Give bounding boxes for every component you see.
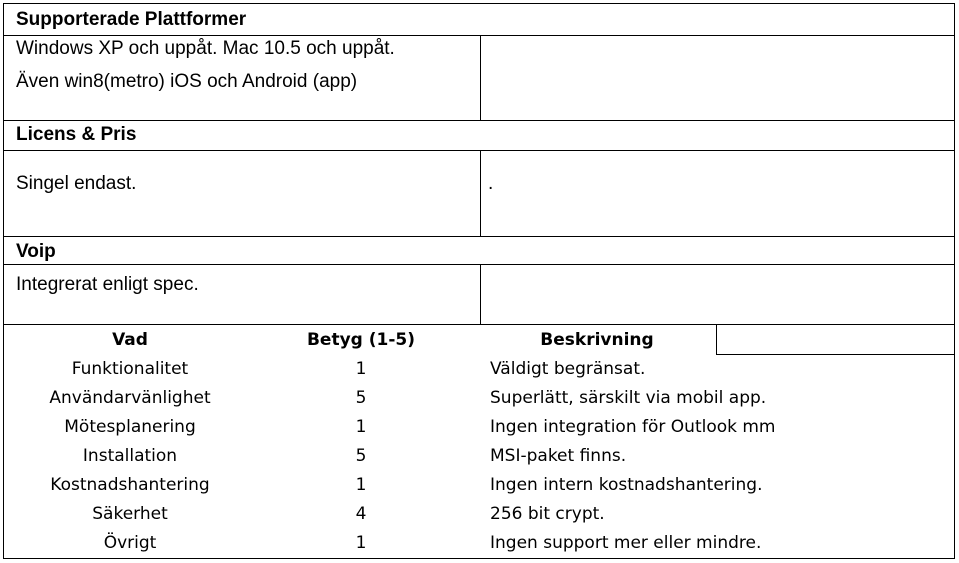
platforms-line-1: Windows XP och uppåt. Mac 10.5 och uppåt. bbox=[16, 38, 395, 59]
table-row-6-rating: 1 bbox=[355, 533, 367, 553]
table-row-4-rating: 1 bbox=[355, 475, 367, 495]
table-row-2-description: Ingen integration för Outlook mm bbox=[490, 417, 776, 437]
table-header-underline bbox=[716, 354, 955, 355]
table-row-4-description: Ingen intern kostnadshantering. bbox=[490, 475, 763, 495]
table-row-1-rating: 5 bbox=[355, 388, 367, 408]
table-header-what: Vad bbox=[112, 330, 148, 350]
table-row-1-what: Användarvänlighet bbox=[49, 388, 211, 408]
table-row-6-what: Övrigt bbox=[103, 533, 157, 553]
table-row-0-rating: 1 bbox=[355, 359, 367, 379]
table-row-4-what: Kostnadshantering bbox=[50, 475, 210, 495]
row-divider-table bbox=[3, 324, 955, 325]
table-row-3-description: MSI-paket finns. bbox=[490, 446, 627, 466]
table-row-5-description: 256 bit crypt. bbox=[490, 504, 605, 524]
row-divider-voip-body bbox=[3, 264, 955, 265]
table-header-rating: Betyg (1-5) bbox=[306, 330, 416, 350]
row-divider-license-body bbox=[3, 150, 955, 151]
table-row-2-what: Mötesplanering bbox=[64, 417, 196, 437]
table-row-2-rating: 1 bbox=[355, 417, 367, 437]
table-row-6-description: Ingen support mer eller mindre. bbox=[490, 533, 762, 553]
license-text: Singel endast. bbox=[16, 173, 137, 194]
table-row-1-description: Superlätt, särskilt via mobil app. bbox=[490, 388, 767, 408]
row-divider-license bbox=[3, 120, 955, 121]
platforms-line-2: Även win8(metro) iOS och Android (app) bbox=[16, 71, 358, 92]
row-divider-platforms bbox=[3, 35, 955, 36]
table-row-0-description: Väldigt begränsat. bbox=[490, 359, 646, 379]
column-divider-table-header bbox=[716, 324, 717, 354]
row-divider-voip bbox=[3, 236, 955, 237]
table-row-5-rating: 4 bbox=[355, 504, 367, 524]
table-row-3-rating: 5 bbox=[355, 446, 367, 466]
column-divider-license bbox=[480, 150, 481, 236]
voip-text: Integrerat enligt spec. bbox=[16, 274, 199, 295]
column-divider-platforms bbox=[480, 35, 481, 121]
table-row-3-what: Installation bbox=[82, 446, 178, 466]
table-row-0-what: Funktionalitet bbox=[71, 359, 189, 379]
license-right-text: . bbox=[488, 173, 494, 194]
table-row-5-what: Säkerhet bbox=[92, 504, 168, 524]
voip-heading: Voip bbox=[16, 241, 56, 262]
platforms-heading: Supporterade Plattformer bbox=[16, 9, 247, 30]
table-header-description: Beskrivning bbox=[540, 330, 654, 350]
column-divider-voip bbox=[480, 264, 481, 324]
license-heading: Licens & Pris bbox=[16, 124, 137, 145]
